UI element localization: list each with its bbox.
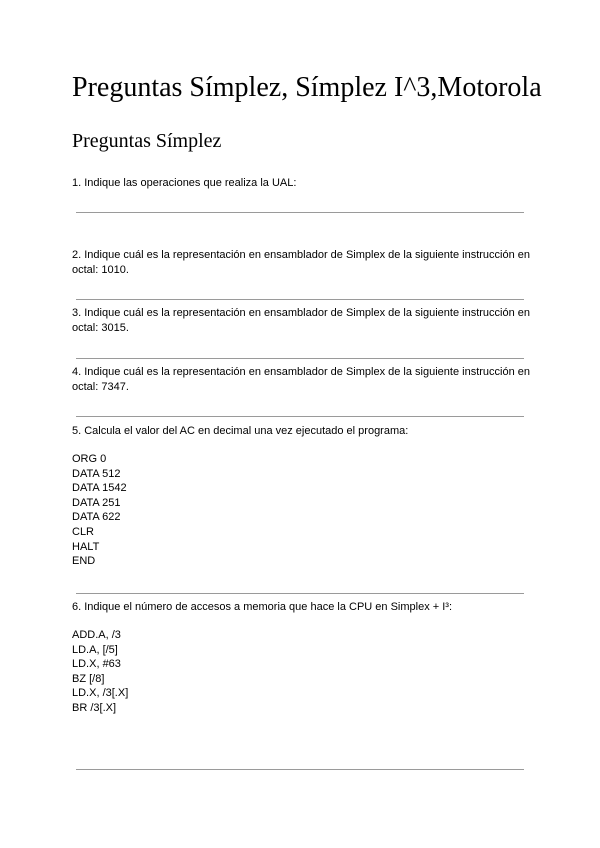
answer-line-4 bbox=[76, 416, 524, 417]
question-5-code bbox=[72, 452, 127, 569]
answer-line-6 bbox=[76, 769, 524, 770]
question-6: 6. Indique el número de accesos a memoria que hace la CPU en Simplex + I³: bbox=[72, 601, 453, 613]
answer-line-2 bbox=[76, 299, 524, 300]
question-1: 1. Indique las operaciones que realiza la UAL: bbox=[72, 177, 297, 189]
code-line: ADD.A, /3 bbox=[72, 629, 121, 641]
document-title: Preguntas Símplez, Símplez I^3,Motorola bbox=[72, 72, 542, 103]
answer-line-1 bbox=[76, 212, 524, 213]
code-line: LD.X, #63 bbox=[72, 658, 121, 671]
answer-line-3 bbox=[76, 358, 524, 359]
code-line: BZ [/8] bbox=[72, 672, 105, 685]
question-4: 4. Indique cuál es la representación en ensamblador de Simplex de la siguiente instrucción en octal: 7347. bbox=[72, 366, 531, 393]
code-line: CLR bbox=[72, 525, 95, 538]
code-line: LD.X, /3[.X] bbox=[72, 687, 129, 700]
question-2: 2. Indique cuál es la representación en ensamblador de Simplex de la siguiente instrucción en octal: 1010. bbox=[72, 249, 531, 276]
code-line: DATA 622 bbox=[72, 511, 121, 524]
question-3: 3. Indique cuál es la representación en ensamblador de Simplex de la siguiente instrucción en octal: 3015. bbox=[72, 307, 531, 334]
code-line: DATA 512 bbox=[72, 467, 121, 480]
code-line: ORG 0 bbox=[72, 453, 107, 465]
section-title: Preguntas Símplez bbox=[72, 130, 222, 152]
code-line: BR /3[.X] bbox=[72, 701, 117, 714]
code-line: END bbox=[72, 555, 96, 568]
code-line: HALT bbox=[72, 540, 100, 553]
question-6-code bbox=[72, 628, 128, 716]
answer-line-5 bbox=[76, 593, 524, 594]
code-line: LD.A, [/5] bbox=[72, 643, 118, 656]
code-line: DATA 1542 bbox=[72, 482, 127, 495]
question-5: 5. Calcula el valor del AC en decimal una vez ejecutado el programa: bbox=[72, 425, 409, 437]
code-line: DATA 251 bbox=[72, 496, 121, 509]
